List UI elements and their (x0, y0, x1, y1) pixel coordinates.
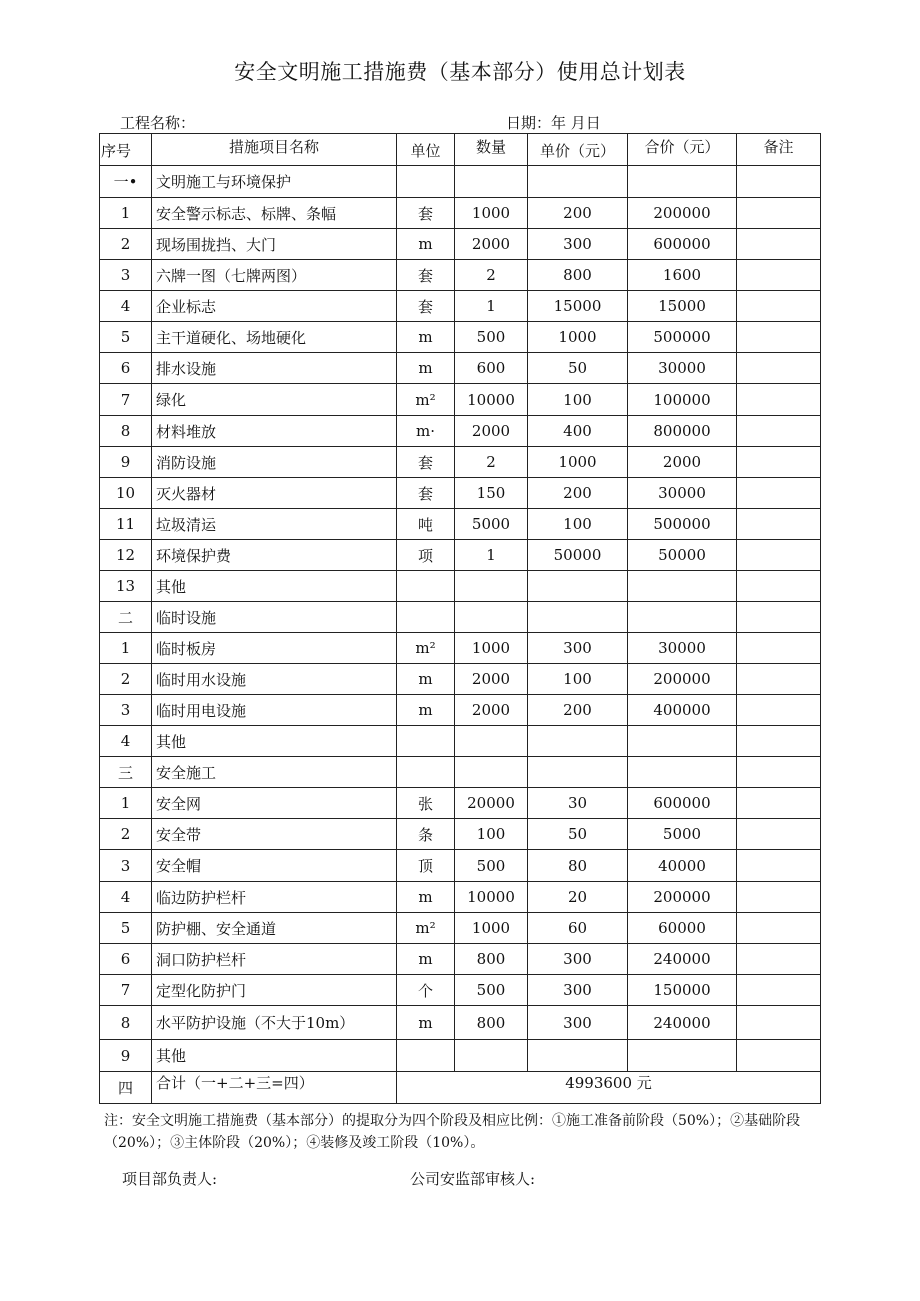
cell-qty: 150 (455, 478, 528, 509)
cell-total: 200000 (628, 882, 737, 913)
cell-total (628, 602, 737, 633)
cell-price: 200 (528, 478, 628, 509)
cell-name: 绿化 (152, 384, 397, 416)
cell-seq: 7 (100, 975, 152, 1006)
cell-unit: 吨 (397, 509, 455, 540)
cell-total (628, 1040, 737, 1072)
cell-seq: 2 (100, 229, 152, 260)
cell-name: 防护棚、安全通道 (152, 913, 397, 944)
cell-name: 垃圾清运 (152, 509, 397, 540)
cell-unit (397, 602, 455, 633)
cell-remark (737, 913, 821, 944)
cell-seq: 3 (100, 695, 152, 726)
cell-name: 其他 (152, 1040, 397, 1072)
cell-unit: 张 (397, 788, 455, 819)
cell-price (528, 726, 628, 757)
cell-price: 300 (528, 975, 628, 1006)
cell-total: 500000 (628, 509, 737, 540)
cell-price (528, 166, 628, 198)
cell-seq: 8 (100, 1006, 152, 1040)
cell-remark (737, 353, 821, 384)
cell-unit: m² (397, 384, 455, 416)
cell-unit (397, 726, 455, 757)
cell-total (628, 726, 737, 757)
table-row (100, 540, 821, 571)
table-row (100, 913, 821, 944)
cell-remark (737, 478, 821, 509)
cell-price (528, 602, 628, 633)
cell-seq: 一• (100, 166, 152, 198)
cell-qty (455, 726, 528, 757)
cell-remark (737, 291, 821, 322)
table-row (100, 633, 821, 664)
date-label: 日期：年 月日 (506, 114, 601, 132)
cell-price: 50 (528, 353, 628, 384)
cell-total: 240000 (628, 1006, 737, 1040)
cell-unit: m² (397, 633, 455, 664)
table-row (100, 788, 821, 819)
cell-name: 临时板房 (152, 633, 397, 664)
cell-total: 200000 (628, 198, 737, 229)
cell-price: 20 (528, 882, 628, 913)
cell-price: 1000 (528, 447, 628, 478)
cell-remark (737, 819, 821, 850)
cell-qty: 100 (455, 819, 528, 850)
cell-unit: m (397, 353, 455, 384)
cell-remark (737, 882, 821, 913)
cell-total: 200000 (628, 664, 737, 695)
cell-total: 5000 (628, 819, 737, 850)
project-name-label: 工程名称： (120, 114, 196, 132)
table-row (100, 478, 821, 509)
table-row (100, 726, 821, 757)
table-row (100, 602, 821, 633)
cell-seq: 2 (100, 819, 152, 850)
cell-total: 30000 (628, 353, 737, 384)
cell-total: 600000 (628, 788, 737, 819)
cell-remark (737, 540, 821, 571)
table-row (100, 260, 821, 291)
cell-qty: 1 (455, 540, 528, 571)
cell-total: 2000 (628, 447, 737, 478)
cell-unit: m (397, 229, 455, 260)
cell-price: 400 (528, 416, 628, 447)
cell-price: 300 (528, 944, 628, 975)
cell-name: 临时设施 (152, 602, 397, 633)
cell-qty: 1000 (455, 633, 528, 664)
cell-remark (737, 384, 821, 416)
cell-seq: 3 (100, 260, 152, 291)
project-head-signature: 项目部负责人: (122, 1170, 218, 1188)
cell-total: 600000 (628, 229, 737, 260)
cell-seq: 8 (100, 416, 152, 447)
cell-total: 800000 (628, 416, 737, 447)
cell-remark (737, 788, 821, 819)
total-value: 4993600 元 (397, 1072, 821, 1104)
cell-name: 其他 (152, 726, 397, 757)
cell-unit: 套 (397, 478, 455, 509)
cell-total (628, 166, 737, 198)
cell-qty: 2000 (455, 416, 528, 447)
cell-seq: 3 (100, 850, 152, 882)
cell-remark (737, 509, 821, 540)
cell-remark (737, 322, 821, 353)
cell-total: 40000 (628, 850, 737, 882)
cell-price (528, 571, 628, 602)
cell-name: 环境保护费 (152, 540, 397, 571)
cell-name: 安全网 (152, 788, 397, 819)
cell-qty: 20000 (455, 788, 528, 819)
cell-remark (737, 850, 821, 882)
cell-price: 300 (528, 229, 628, 260)
table-row (100, 664, 821, 695)
cell-unit: m (397, 664, 455, 695)
table-row (100, 353, 821, 384)
table-row (100, 447, 821, 478)
cell-total: 500000 (628, 322, 737, 353)
cell-qty: 500 (455, 850, 528, 882)
cell-remark (737, 602, 821, 633)
cell-seq: 7 (100, 384, 152, 416)
cell-price: 100 (528, 664, 628, 695)
cell-unit: m (397, 322, 455, 353)
cell-remark (737, 757, 821, 788)
cell-qty (455, 571, 528, 602)
cell-remark (737, 447, 821, 478)
cell-total: 60000 (628, 913, 737, 944)
cell-total: 30000 (628, 633, 737, 664)
cell-price: 1000 (528, 322, 628, 353)
cell-seq: 4 (100, 726, 152, 757)
cell-unit: m (397, 882, 455, 913)
cell-qty: 1 (455, 291, 528, 322)
cell-seq: 4 (100, 291, 152, 322)
cell-price: 100 (528, 509, 628, 540)
cell-name: 企业标志 (152, 291, 397, 322)
cell-qty: 600 (455, 353, 528, 384)
cell-total: 400000 (628, 695, 737, 726)
header-name: 措施项目名称 (152, 134, 397, 166)
cell-qty: 1000 (455, 198, 528, 229)
cell-remark (737, 166, 821, 198)
cell-remark (737, 695, 821, 726)
cell-name: 安全帽 (152, 850, 397, 882)
total-label: 合计（一+二+三=四） (152, 1072, 397, 1104)
cell-name: 临时用水设施 (152, 664, 397, 695)
cell-unit (397, 1040, 455, 1072)
cell-unit: m (397, 1006, 455, 1040)
cell-seq: 6 (100, 944, 152, 975)
table-row (100, 416, 821, 447)
header-row (100, 134, 821, 166)
cell-unit: 条 (397, 819, 455, 850)
cell-price: 200 (528, 198, 628, 229)
cell-qty: 800 (455, 944, 528, 975)
cell-unit: m (397, 695, 455, 726)
cell-qty: 2 (455, 260, 528, 291)
table-row (100, 166, 821, 198)
cell-name: 临时用电设施 (152, 695, 397, 726)
cell-name: 现场围拢挡、大门 (152, 229, 397, 260)
cell-unit (397, 757, 455, 788)
cell-remark (737, 571, 821, 602)
cell-name: 水平防护设施（不大于10m） (152, 1006, 397, 1040)
table-row (100, 944, 821, 975)
cell-seq: 5 (100, 913, 152, 944)
cell-seq: 二 (100, 602, 152, 633)
cell-remark (737, 229, 821, 260)
cell-seq: 1 (100, 198, 152, 229)
cell-name: 洞口防护栏杆 (152, 944, 397, 975)
cell-unit: 套 (397, 198, 455, 229)
cell-remark (737, 633, 821, 664)
table-row (100, 322, 821, 353)
cell-seq: 1 (100, 788, 152, 819)
table-row (100, 384, 821, 416)
cell-seq: 9 (100, 1040, 152, 1072)
cell-remark (737, 198, 821, 229)
cell-qty (455, 602, 528, 633)
cell-name: 安全带 (152, 819, 397, 850)
total-seq: 四 (100, 1072, 152, 1104)
cell-seq: 1 (100, 633, 152, 664)
table-row (100, 198, 821, 229)
cell-remark (737, 726, 821, 757)
cell-qty: 500 (455, 975, 528, 1006)
cell-unit: m (397, 944, 455, 975)
table-row (100, 695, 821, 726)
cell-seq: 5 (100, 322, 152, 353)
cell-qty (455, 1040, 528, 1072)
table-row (100, 850, 821, 882)
cell-seq: 10 (100, 478, 152, 509)
header-seq: 序号 (100, 134, 152, 166)
cell-remark (737, 416, 821, 447)
header-price: 单价（元） (528, 134, 628, 166)
cell-name: 其他 (152, 571, 397, 602)
cell-total (628, 571, 737, 602)
cell-name: 排水设施 (152, 353, 397, 384)
cell-total (628, 757, 737, 788)
cell-total: 30000 (628, 478, 737, 509)
header-qty: 数量 (455, 134, 528, 166)
cell-remark (737, 944, 821, 975)
cell-remark (737, 260, 821, 291)
header-unit: 单位 (397, 134, 455, 166)
cell-seq: 11 (100, 509, 152, 540)
cell-remark (737, 975, 821, 1006)
cell-unit: m· (397, 416, 455, 447)
cell-seq: 13 (100, 571, 152, 602)
table-row (100, 882, 821, 913)
cell-qty: 2000 (455, 229, 528, 260)
cell-name: 消防设施 (152, 447, 397, 478)
cell-price: 50000 (528, 540, 628, 571)
table-body (100, 166, 821, 1072)
cell-name: 安全施工 (152, 757, 397, 788)
cell-price: 200 (528, 695, 628, 726)
cell-price (528, 1040, 628, 1072)
cell-name: 灭火器材 (152, 478, 397, 509)
cell-qty: 5000 (455, 509, 528, 540)
cell-name: 材料堆放 (152, 416, 397, 447)
cell-name: 文明施工与环境保护 (152, 166, 397, 198)
cell-total: 100000 (628, 384, 737, 416)
cell-seq: 12 (100, 540, 152, 571)
cell-price: 50 (528, 819, 628, 850)
cell-total: 150000 (628, 975, 737, 1006)
table-row (100, 509, 821, 540)
table-row (100, 1006, 821, 1040)
cell-qty: 2 (455, 447, 528, 478)
measures-table (99, 133, 821, 1104)
cell-qty (455, 166, 528, 198)
cell-price: 80 (528, 850, 628, 882)
table-row (100, 975, 821, 1006)
table-row (100, 229, 821, 260)
company-reviewer-signature: 公司安监部审核人: (410, 1170, 536, 1188)
cell-seq: 三 (100, 757, 152, 788)
cell-price: 100 (528, 384, 628, 416)
table-row (100, 571, 821, 602)
total-row (100, 1072, 821, 1104)
table-row (100, 819, 821, 850)
cell-total: 15000 (628, 291, 737, 322)
table-row (100, 1040, 821, 1072)
cell-price: 60 (528, 913, 628, 944)
cell-qty (455, 757, 528, 788)
cell-seq: 2 (100, 664, 152, 695)
cell-name: 安全警示标志、标牌、条幅 (152, 198, 397, 229)
cell-price (528, 757, 628, 788)
cell-unit: 套 (397, 260, 455, 291)
cell-unit: 顶 (397, 850, 455, 882)
cell-name: 六牌一图（七牌两图） (152, 260, 397, 291)
cell-unit: m² (397, 913, 455, 944)
cell-name: 定型化防护门 (152, 975, 397, 1006)
cell-qty: 800 (455, 1006, 528, 1040)
cell-unit: 项 (397, 540, 455, 571)
page-title: 安全文明施工措施费（基本部分）使用总计划表 (234, 60, 686, 84)
table-row (100, 757, 821, 788)
cell-seq: 4 (100, 882, 152, 913)
cell-qty: 10000 (455, 384, 528, 416)
cell-seq: 6 (100, 353, 152, 384)
cell-remark (737, 664, 821, 695)
cell-unit (397, 571, 455, 602)
cell-price: 30 (528, 788, 628, 819)
footnote: 注：安全文明施工措施费（基本部分）的提取分为四个阶段及相应比例：①施工准备前阶段（50%）；②基础阶段（20%）；③主体阶段（20%）；④装修及竣工阶段（10%）。 (104, 1113, 801, 1151)
cell-unit: 个 (397, 975, 455, 1006)
cell-unit: 套 (397, 447, 455, 478)
cell-name: 主干道硬化、场地硬化 (152, 322, 397, 353)
table-row (100, 291, 821, 322)
cell-qty: 1000 (455, 913, 528, 944)
cell-qty: 2000 (455, 695, 528, 726)
cell-total: 50000 (628, 540, 737, 571)
cell-remark (737, 1006, 821, 1040)
cell-price: 300 (528, 633, 628, 664)
cell-total: 240000 (628, 944, 737, 975)
header-total: 合价（元） (628, 134, 737, 166)
cell-price: 15000 (528, 291, 628, 322)
header-remark: 备注 (737, 134, 821, 166)
cell-unit (397, 166, 455, 198)
cell-price: 300 (528, 1006, 628, 1040)
cell-qty: 2000 (455, 664, 528, 695)
cell-unit: 套 (397, 291, 455, 322)
cell-name: 临边防护栏杆 (152, 882, 397, 913)
cell-total: 1600 (628, 260, 737, 291)
cell-price: 800 (528, 260, 628, 291)
cell-qty: 500 (455, 322, 528, 353)
cell-remark (737, 1040, 821, 1072)
cell-qty: 10000 (455, 882, 528, 913)
cell-seq: 9 (100, 447, 152, 478)
